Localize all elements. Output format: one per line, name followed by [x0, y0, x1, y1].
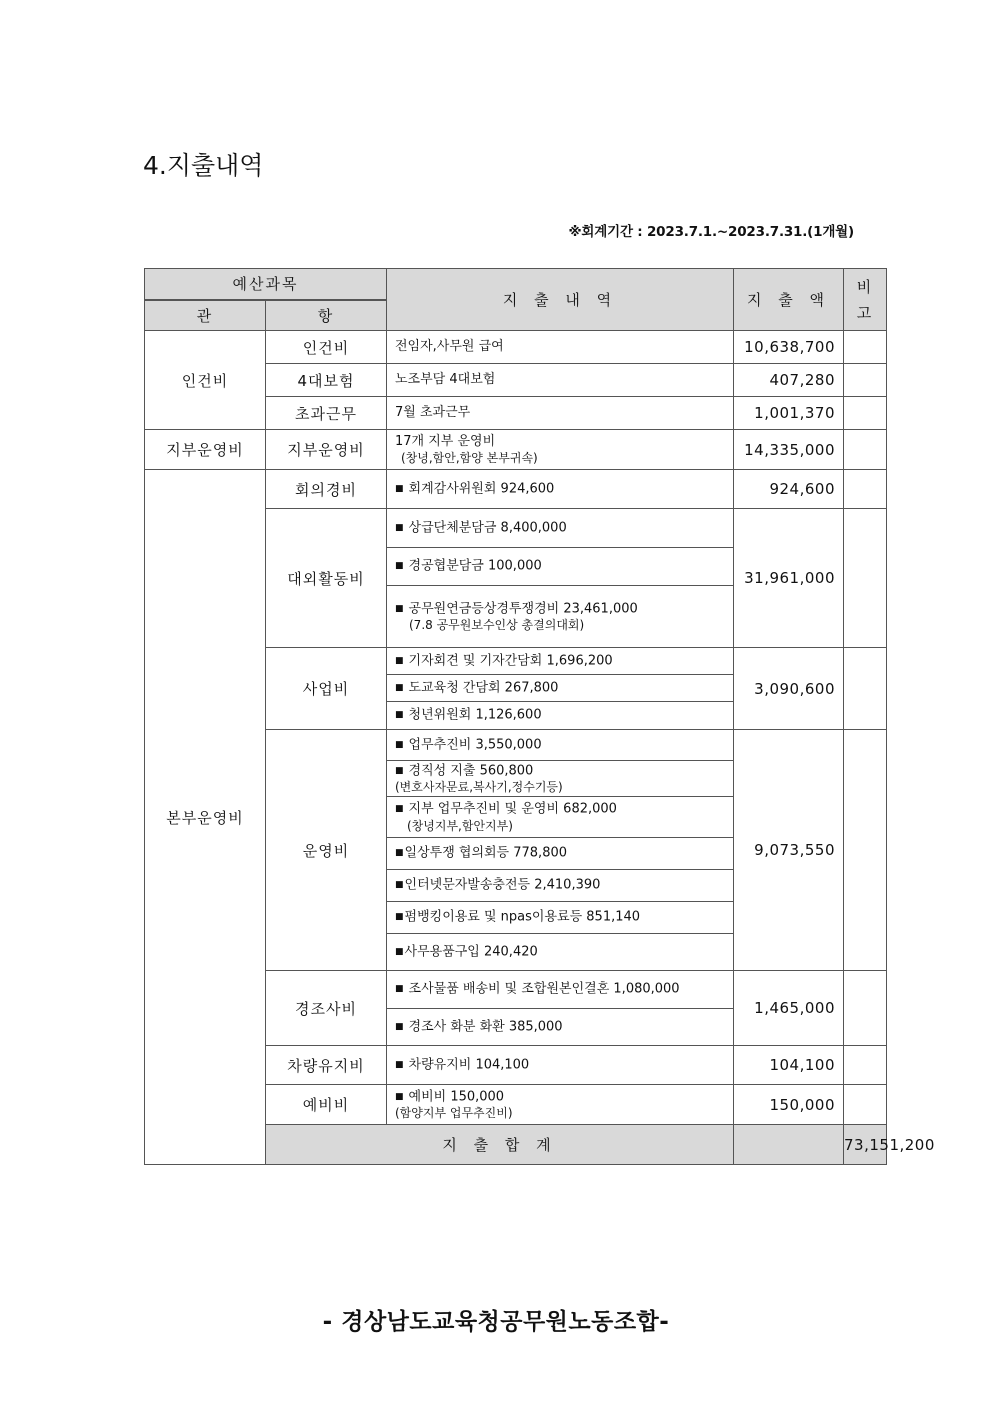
desc-cell: [387, 934, 734, 971]
bullet-icon: ■: [395, 483, 404, 494]
bullet-icon: ■: [395, 682, 404, 693]
amount-cell: 31,961,000: [734, 509, 844, 648]
table-row: [145, 470, 887, 509]
amount-cell: 150,000: [734, 1085, 844, 1125]
desc-cell: [387, 509, 734, 548]
hang-cell: 지부운영비: [266, 430, 387, 470]
desc-main: 17개 지부 운영비: [395, 434, 496, 449]
bullet-icon: ■: [395, 739, 404, 750]
hang-cell: 4대보험: [266, 364, 387, 397]
table-row: [145, 430, 887, 470]
note-cell: [844, 648, 887, 730]
desc-cell: [387, 648, 734, 675]
header-gwan: 관: [145, 300, 266, 331]
gwan-cell: 인건비: [145, 331, 266, 430]
bullet-icon: ■: [395, 1059, 404, 1070]
desc-cell: [387, 761, 734, 797]
desc-cell: 노조부담 4대보험: [387, 364, 734, 397]
bullet-icon: ■: [395, 655, 404, 666]
note-cell: [844, 509, 887, 648]
bullet-icon: ■: [395, 765, 404, 776]
desc-cell: [387, 702, 734, 730]
desc-cell: [387, 971, 734, 1009]
bullet-icon: ■: [395, 912, 404, 923]
amount-cell: 104,100: [734, 1046, 844, 1085]
hang-cell: 경조사비: [266, 971, 387, 1046]
desc-cell: [387, 1085, 734, 1125]
note-cell: [844, 730, 887, 971]
note-cell: [844, 331, 887, 364]
desc-text: 인터넷문자발송충전등 2,410,390: [404, 877, 601, 893]
bullet-icon: ■: [395, 603, 404, 614]
page-title: 4.지출내역: [143, 151, 264, 180]
note-cell: [844, 430, 887, 470]
bullet-icon: ■: [395, 804, 404, 815]
header-note: 비 고: [844, 269, 887, 331]
bullet-icon: ■: [395, 561, 404, 572]
total-label: 지 출 합 계: [266, 1125, 734, 1165]
total-amount: 73,151,200: [844, 1125, 887, 1165]
desc-text: 예비비 150,000: [408, 1089, 505, 1105]
header-budget: 예산과목: [145, 269, 387, 300]
desc-sub: (창녕,함안,함양 본부귀속): [401, 451, 538, 465]
note-cell: [844, 397, 887, 430]
desc-sub: (변호사자문료,복사기,정수기등): [395, 780, 563, 795]
desc-cell: [387, 675, 734, 702]
hang-cell: 예비비: [266, 1085, 387, 1125]
table-row: [145, 331, 887, 364]
expenditure-table: [144, 268, 935, 1165]
bullet-icon: ■: [395, 522, 404, 533]
accounting-period: ※회계기간 : 2023.7.1.~2023.7.31.(1개월): [568, 224, 854, 240]
desc-cell: [387, 1046, 734, 1085]
desc-text: 사무용품구입 240,420: [404, 944, 538, 960]
bullet-icon: ■: [395, 848, 404, 859]
note-cell: [844, 364, 887, 397]
amount-cell: 1,465,000: [734, 971, 844, 1046]
desc-text: 도교육청 간담회 267,800: [408, 680, 559, 696]
desc-text: 업무추진비 3,550,000: [408, 737, 542, 753]
bullet-icon: ■: [395, 1091, 404, 1102]
desc-cell: 전임자,사무원 급여: [387, 331, 734, 364]
desc-cell: [387, 797, 734, 838]
desc-cell: [387, 870, 734, 902]
desc-text: 일상투쟁 협의회등 778,800: [404, 845, 568, 861]
amount-cell: 3,090,600: [734, 648, 844, 730]
note-cell: [844, 971, 887, 1046]
bullet-icon: ■: [395, 946, 404, 957]
desc-sub: (함양지부 업무추진비): [395, 1106, 513, 1121]
note-cell: [844, 1085, 887, 1125]
amount-cell: 924,600: [734, 470, 844, 509]
gwan-cell: 지부운영비: [145, 430, 266, 470]
desc-text: 경공협분담금 100,000: [408, 558, 542, 574]
desc-sub: (창녕지부,함안지부): [407, 818, 513, 833]
note-cell: [844, 470, 887, 509]
amount-cell: 9,073,550: [734, 730, 844, 971]
desc-cell: [387, 1009, 734, 1046]
desc-text: 공무원연금등상경투쟁경비 23,461,000: [408, 601, 638, 617]
hang-cell: 차량유지비: [266, 1046, 387, 1085]
header-amount: 지 출 액: [734, 269, 844, 331]
desc-cell: [387, 470, 734, 509]
desc-text: 기자회견 및 기자간담회 1,696,200: [408, 653, 613, 669]
bullet-icon: ■: [395, 710, 404, 721]
desc-sub: (7.8 공무원보수인상 총결의대회): [409, 618, 585, 633]
hang-cell: 사업비: [266, 648, 387, 730]
organization-name: - 경상남도교육청공무원노동조합-: [322, 1309, 670, 1335]
hang-cell: 인건비: [266, 331, 387, 364]
desc-text: 지부 업무추진비 및 운영비 682,000: [408, 801, 617, 817]
desc-text: 상급단체분담금 8,400,000: [408, 520, 567, 536]
desc-text: 경직성 지출 560,800: [408, 763, 534, 779]
hang-cell: 대외활동비: [266, 509, 387, 648]
header-hang: 항: [266, 300, 387, 331]
header-desc: 지 출 내 역: [387, 269, 734, 331]
total-desc-cell: [734, 1125, 844, 1165]
amount-cell: 1,001,370: [734, 397, 844, 430]
desc-text: 청년위원회 1,126,600: [408, 707, 542, 723]
desc-cell: [387, 586, 734, 648]
desc-cell: [387, 730, 734, 761]
desc-cell: 7월 초과근무: [387, 397, 734, 430]
amount-cell: 407,280: [734, 364, 844, 397]
desc-text: 경조사 화분 화환 385,000: [408, 1019, 563, 1035]
desc-cell: [387, 838, 734, 870]
hang-cell: 초과근무: [266, 397, 387, 430]
amount-cell: 10,638,700: [734, 331, 844, 364]
hang-cell: 회의경비: [266, 470, 387, 509]
desc-cell: [387, 430, 734, 470]
amount-cell: 14,335,000: [734, 430, 844, 470]
bullet-icon: ■: [395, 880, 404, 891]
desc-text: 차량유지비 104,100: [408, 1057, 530, 1073]
gwan-cell: 본부운영비: [145, 470, 266, 1165]
desc-text: 펌뱅킹이용료 및 npas이용료등 851,140: [404, 909, 641, 925]
desc-cell: [387, 902, 734, 934]
bullet-icon: ■: [395, 984, 404, 995]
hang-cell: 운영비: [266, 730, 387, 971]
desc-text: 조사물품 배송비 및 조합원본인결혼 1,080,000: [408, 981, 680, 997]
desc-cell: [387, 548, 734, 586]
bullet-icon: ■: [395, 1021, 404, 1032]
desc-text: 회계감사위원회 924,600: [408, 481, 555, 497]
note-cell: [844, 1046, 887, 1085]
